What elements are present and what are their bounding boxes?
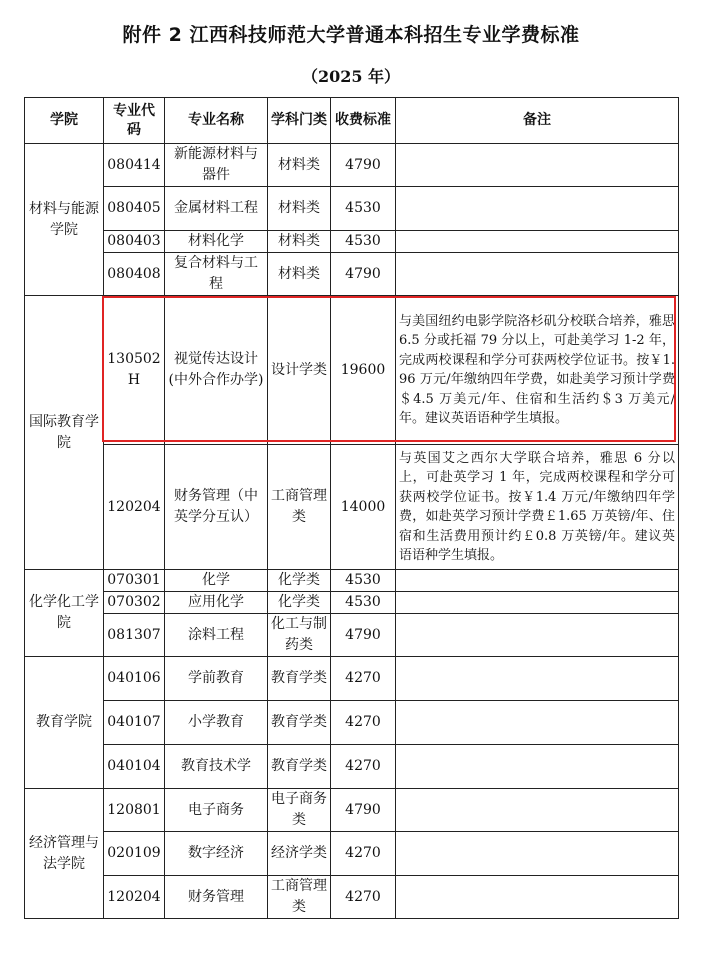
fee-cell: 4790	[331, 253, 396, 296]
note-cell	[396, 144, 679, 187]
note-cell: 与英国艾之西尔大学联合培养，雅思 6 分以上，可赴英学习 1 年，完成两校课程和学分可获两校学位证书。按￥1.4 万元/年缴纳四年学费，如赴英学习预计学费￡1.65 万英镑/年、住宿和生活费用预计约￡0.8 万英镑/年。建议英语语种学生填报。	[396, 445, 679, 570]
note-cell	[396, 745, 679, 789]
category-cell: 工商管理类	[268, 876, 331, 919]
category-cell: 经济学类	[268, 832, 331, 876]
category-cell: 工商管理类	[268, 445, 331, 570]
header-note: 备注	[396, 98, 679, 144]
fee-cell: 4270	[331, 876, 396, 919]
category-cell: 化学类	[268, 592, 331, 614]
fee-cell: 4530	[331, 592, 396, 614]
major-cell: 数字经济	[165, 832, 268, 876]
table-row	[25, 445, 679, 570]
code-cell: 040107	[104, 701, 165, 745]
table-row	[25, 614, 679, 657]
category-cell: 材料类	[268, 253, 331, 296]
table-row	[25, 832, 679, 876]
code-cell: 040106	[104, 657, 165, 701]
code-cell: 080408	[104, 253, 165, 296]
major-cell: 小学教育	[165, 701, 268, 745]
note-cell	[396, 231, 679, 253]
department-cell: 化学化工学院	[25, 570, 104, 657]
code-cell: 080403	[104, 231, 165, 253]
fee-cell: 19600	[331, 296, 396, 445]
table-row	[25, 876, 679, 919]
department-cell: 国际教育学院	[25, 296, 104, 570]
major-cell: 应用化学	[165, 592, 268, 614]
code-cell: 070301	[104, 570, 165, 592]
department-cell: 材料与能源学院	[25, 144, 104, 296]
table-row	[25, 296, 679, 445]
category-cell: 化学类	[268, 570, 331, 592]
code-cell: 080405	[104, 187, 165, 231]
table-row	[25, 657, 679, 701]
category-cell: 教育学类	[268, 745, 331, 789]
note-cell	[396, 592, 679, 614]
code-cell: 081307	[104, 614, 165, 657]
note-cell	[396, 614, 679, 657]
note-cell: 与美国纽约电影学院洛杉矶分校联合培养，雅思 6.5 分或托福 79 分以上，可赴美学习 1-2 年，完成两校课程和学分可获两校学位证书。按￥1.96 万元/年缴纳四年学费，如赴美学习预计学费＄4.5 万美元/年、住宿和生活约＄3 万美元/年。建议英语语种学生填报。	[396, 296, 679, 445]
table-row	[25, 789, 679, 832]
note-cell	[396, 253, 679, 296]
table-row	[25, 570, 679, 592]
header-fee: 收费标准	[331, 98, 396, 144]
header-code: 专业代码	[104, 98, 165, 144]
note-cell	[396, 701, 679, 745]
table-row	[25, 144, 679, 187]
document-subtitle: （2025 年）	[301, 67, 401, 86]
code-cell: 070302	[104, 592, 165, 614]
major-cell: 涂料工程	[165, 614, 268, 657]
fee-cell: 4790	[331, 614, 396, 657]
code-cell: 080414	[104, 144, 165, 187]
major-cell: 视觉传达设计(中外合作办学)	[165, 296, 268, 445]
table-header-row	[25, 98, 679, 144]
code-cell: 120204	[104, 876, 165, 919]
table-row	[25, 592, 679, 614]
category-cell: 化工与制药类	[268, 614, 331, 657]
code-cell: 120801	[104, 789, 165, 832]
category-cell: 教育学类	[268, 657, 331, 701]
code-cell: 130502H	[104, 296, 165, 445]
major-cell: 财务管理（中英学分互认）	[165, 445, 268, 570]
fee-cell: 4530	[331, 231, 396, 253]
table-row	[25, 253, 679, 296]
header-department: 学院	[25, 98, 104, 144]
note-cell	[396, 876, 679, 919]
note-cell	[396, 570, 679, 592]
note-cell	[396, 789, 679, 832]
code-cell: 040104	[104, 745, 165, 789]
category-cell: 材料类	[268, 187, 331, 231]
category-cell: 教育学类	[268, 701, 331, 745]
code-cell: 120204	[104, 445, 165, 570]
document-title: 附件 2 江西科技师范大学普通本科招生专业学费标准	[122, 24, 580, 46]
major-cell: 金属材料工程	[165, 187, 268, 231]
fee-cell: 4270	[331, 745, 396, 789]
fee-cell: 4270	[331, 701, 396, 745]
category-cell: 材料类	[268, 144, 331, 187]
fee-cell: 4790	[331, 789, 396, 832]
fee-cell: 4270	[331, 832, 396, 876]
major-cell: 化学	[165, 570, 268, 592]
header-major: 专业名称	[165, 98, 268, 144]
table-row	[25, 745, 679, 789]
department-cell: 教育学院	[25, 657, 104, 789]
major-cell: 复合材料与工程	[165, 253, 268, 296]
category-cell: 材料类	[268, 231, 331, 253]
major-cell: 财务管理	[165, 876, 268, 919]
category-cell: 设计学类	[268, 296, 331, 445]
code-cell: 020109	[104, 832, 165, 876]
table-row	[25, 231, 679, 253]
major-cell: 教育技术学	[165, 745, 268, 789]
note-cell	[396, 657, 679, 701]
department-cell: 经济管理与法学院	[25, 789, 104, 919]
fee-cell: 14000	[331, 445, 396, 570]
note-cell	[396, 832, 679, 876]
fee-cell: 4530	[331, 187, 396, 231]
note-cell	[396, 187, 679, 231]
header-category: 学科门类	[268, 98, 331, 144]
major-cell: 新能源材料与器件	[165, 144, 268, 187]
table-row	[25, 187, 679, 231]
major-cell: 电子商务	[165, 789, 268, 832]
fee-cell: 4790	[331, 144, 396, 187]
major-cell: 材料化学	[165, 231, 268, 253]
fee-cell: 4530	[331, 570, 396, 592]
category-cell: 电子商务类	[268, 789, 331, 832]
tuition-table	[24, 97, 679, 919]
fee-cell: 4270	[331, 657, 396, 701]
table-row	[25, 701, 679, 745]
major-cell: 学前教育	[165, 657, 268, 701]
